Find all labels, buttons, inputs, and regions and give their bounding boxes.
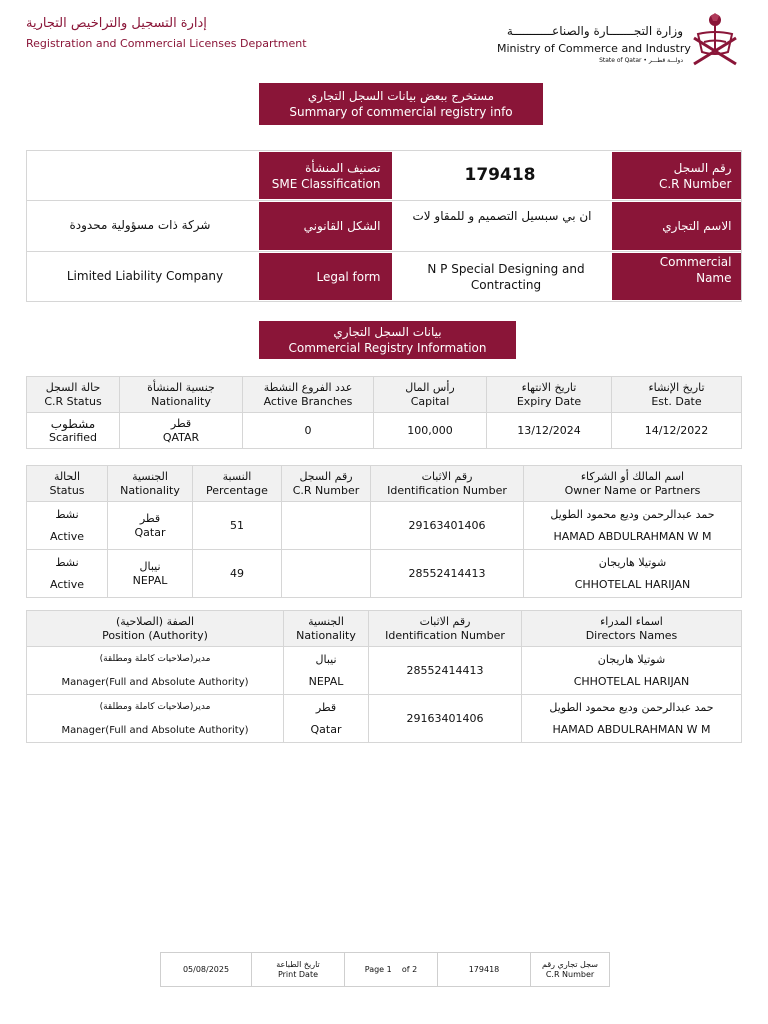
dept-name-ar: إدارة التسجيل والتراخيص التجارية [26,16,207,31]
expiry-date-cell: 13/12/2024 [487,413,612,449]
position-cell: مدير(صلاحيات كاملة ومطلقة) Manager(Full and Absolute Authority) [27,695,284,743]
state-label: State of Qatar • دولـــة قطـــر [599,57,683,64]
trade-name-ar: ان بي سبسيل التصميم و للمقاو لات [412,209,592,223]
nationality-cell: قطر Qatar [284,695,369,743]
page-footer [160,952,610,987]
table-row [27,413,742,449]
table-header-row [27,377,742,413]
legal-form-en: Limited Liability Company [66,269,224,283]
footer-cr-label: سجل تجاري رقم C.R Number [531,953,610,987]
est-date-cell: 14/12/2022 [612,413,742,449]
nationality-cell: قطر Qatar [108,502,193,550]
position-cell: مدير(صلاحيات كاملة ومطلقة) Manager(Full and Absolute Authority) [27,647,284,695]
director-name-cell: حمد عبدالرحمن وديع محمود الطويل HAMAD ABDULRAHMAN W M [522,695,742,743]
nationality-cell: نيبال NEPAL [284,647,369,695]
header-position: الصفة (الصلاحية) Position (Authority) [27,611,284,647]
header-expiry-date: تاريخ الانتهاء Expiry Date [487,377,612,413]
registry-table [26,376,742,449]
legal-form-label-ar: الشكل القانوني [259,202,392,250]
header-percentage: النسبة Percentage [193,466,282,502]
header-identification-number: رقم الاثبات Identification Number [371,466,524,502]
header-directors-names: اسماء المدراء Directors Names [522,611,742,647]
header-active-branches: عدد الفروع النشطة Active Branches [243,377,374,413]
identification-cell: 28552414413 [369,647,522,695]
cr-number-cell [282,502,371,550]
nationality-cell: نيبال NEPAL [108,550,193,598]
print-date-value: 05/08/2025 [161,953,252,987]
table-row [27,550,742,598]
header-owner-name: اسم المالك أو الشركاء Owner Name or Partners [524,466,742,502]
dept-name-en: Registration and Commercial Licenses Department [26,37,307,50]
table-header-row [27,611,742,647]
header-cr-number: رقم السجل C.R Number [282,466,371,502]
header-est-date: تاريخ الإنشاء Est. Date [612,377,742,413]
print-date-label: تاريخ الطباعة Print Date [252,953,345,987]
director-name-cell: شوتيلا هاريجان CHHOTELAL HARIJAN [522,647,742,695]
registry-section-title: بيانات السجل التجاري Commercial Registry Information [259,321,516,359]
header-nationality: الجنسية Nationality [284,611,369,647]
title-en: Summary of commercial registry info [289,105,513,119]
header-cr-status: حالة السجل C.R Status [27,377,120,413]
owner-name-cell: حمد عبدالرحمن وديع محمود الطويل HAMAD ABDULRAHMAN W M [524,502,742,550]
header-identification-number: رقم الاثبات Identification Number [369,611,522,647]
table-row [27,695,742,743]
qatar-emblem-icon [688,12,742,68]
table-row [27,647,742,695]
summary-divider [26,251,742,252]
commercial-name-label-en: Commercial Name [612,253,741,300]
percentage-cell: 51 [193,502,282,550]
sme-classification-label: تصنيف المنشأة SME Classification [259,152,392,199]
identification-cell: 29163401406 [369,695,522,743]
status-cell: نشط Active [27,550,108,598]
title-ar: مستخرج ببعض بيانات السجل التجاري [307,89,495,103]
page-number: Page 1 of 2 [345,953,438,987]
commercial-name-en: N P Special Designing and Contracting [427,262,585,292]
directors-table [26,610,742,743]
ministry-name-ar: وزارة التجـــــــارة والصناعـــــــــــة [506,24,683,38]
cr-number-label: رقم السجل C.R Number [612,152,741,199]
header-nationality: الجنسية Nationality [108,466,193,502]
summary-divider [26,200,742,201]
legal-form-label-en: Legal form [259,253,392,300]
document-title [259,83,543,125]
trade-name-label-ar: الاسم التجاري [612,202,741,250]
header-status: الحالة Status [27,466,108,502]
percentage-cell: 49 [193,550,282,598]
footer-cr-number: 179418 [438,953,531,987]
header-capital: رأس المال Capital [374,377,487,413]
cr-status-cell: مشطوب Scarified [27,413,120,449]
owner-name-cell: شوتيلا هاريجان CHHOTELAL HARIJAN [524,550,742,598]
capital-cell: 100,000 [374,413,487,449]
ministry-name-en: Ministry of Commerce and Industry [497,42,691,55]
identification-cell: 28552414413 [371,550,524,598]
cr-number-value: 179418 [464,165,536,185]
table-header-row [27,466,742,502]
table-row [27,502,742,550]
status-cell: نشط Active [27,502,108,550]
active-branches-cell: 0 [243,413,374,449]
header-nationality: جنسية المنشأة Nationality [120,377,243,413]
nationality-cell: قطر QATAR [120,413,243,449]
owners-table [26,465,742,598]
identification-cell: 29163401406 [371,502,524,550]
legal-form-ar: شركة ذات مسؤولية محدودة [69,218,211,232]
cr-number-cell [282,550,371,598]
